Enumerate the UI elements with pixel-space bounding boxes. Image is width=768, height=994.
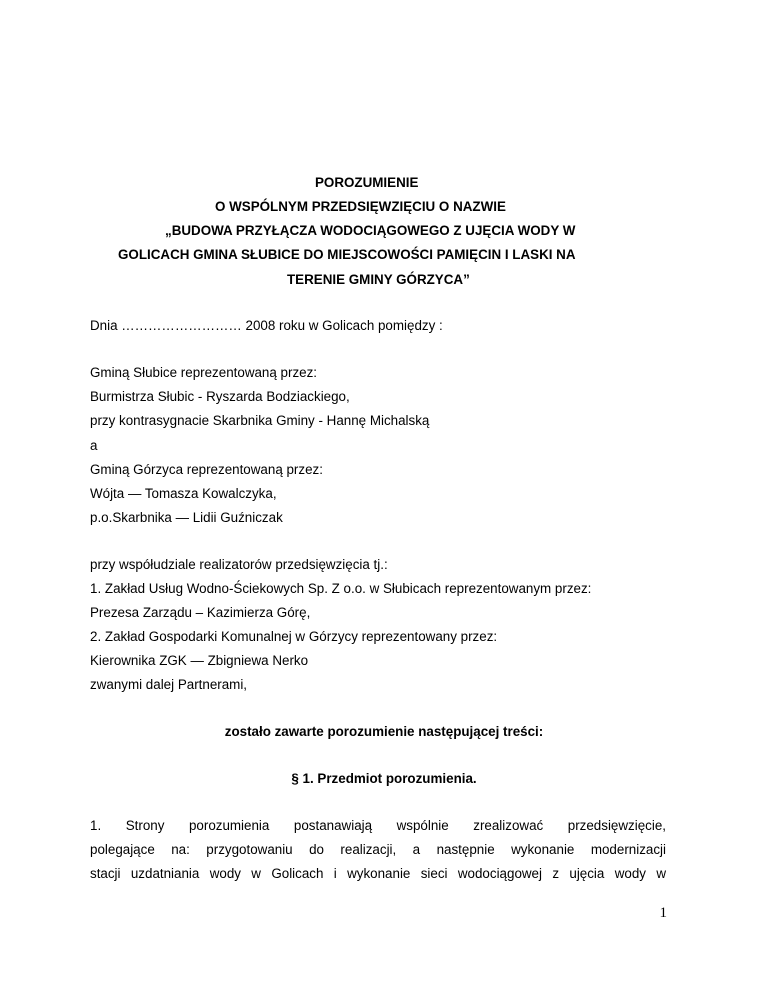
party-line: Burmistrza Słubic - Ryszarda Bodziackiego, (90, 389, 350, 404)
party-line: Wójta — Tomasza Kowalczyka, (90, 486, 277, 501)
page-number: 1 (659, 905, 667, 921)
party-line: a (90, 438, 98, 453)
participation-line: przy współudziale realizatorów przedsięwzięcia tj.: (90, 557, 388, 572)
party-line: Gminą Słubice reprezentowaną przez: (90, 365, 318, 380)
participation-line: zwanymi dalej Partnerami, (90, 677, 248, 692)
participation-line: 1. Zakład Usług Wodno-Ściekowych Sp. Z o.o. w Słubicach reprezentowanym przez: (90, 581, 592, 596)
party-line: p.o.Skarbnika — Lidii Guźniczak (90, 510, 283, 525)
date-line: Dnia ……………………… 2008 roku w Golicach pomiędzy : (90, 318, 443, 333)
document-title-line-4: GOLICACH GMINA SŁUBICE DO MIEJSCOWOŚCI PAMIĘCIN I LASKI NA (118, 247, 576, 262)
participation-line: 2. Zakład Gospodarki Komunalnej w Górzycy reprezentowany przez: (90, 629, 498, 644)
section-1-paragraph-line: stacji uzdatniania wody w Golicach i wykonanie sieci wodociągowej z ujęcia wody w (90, 866, 666, 881)
section-1-heading: § 1. Przedmiot porozumienia. (291, 771, 477, 786)
participation-line: Kierownika ZGK — Zbigniewa Nerko (90, 653, 309, 668)
document-title-line-2: O WSPÓLNYM PRZEDSIĘWZIĘCIU O NAZWIE (215, 199, 506, 214)
document-title-line-5: TERENIE GMINY GÓRZYCA” (287, 272, 470, 287)
agreement-heading: zostało zawarte porozumienie następującej treści: (224, 724, 544, 739)
participation-line: Prezesa Zarządu – Kazimierza Górę, (90, 605, 311, 620)
section-1-paragraph-line: polegające na: przygotowaniu do realizacji, a następnie wykonanie modernizacji (90, 842, 666, 857)
section-1-paragraph-line: 1. Strony porozumienia postanawiają wspólnie zrealizować przedsięwzięcie, (90, 818, 666, 833)
document-title-line-3: „BUDOWA PRZYŁĄCZA WODOCIĄGOWEGO Z UJĘCIA WODY W (165, 223, 576, 238)
party-line: przy kontrasygnacie Skarbnika Gminy - Hannę Michalską (90, 413, 430, 428)
document-title-line-1: POROZUMIENIE (315, 175, 419, 190)
party-line: Gminą Górzyca reprezentowaną przez: (90, 462, 323, 477)
